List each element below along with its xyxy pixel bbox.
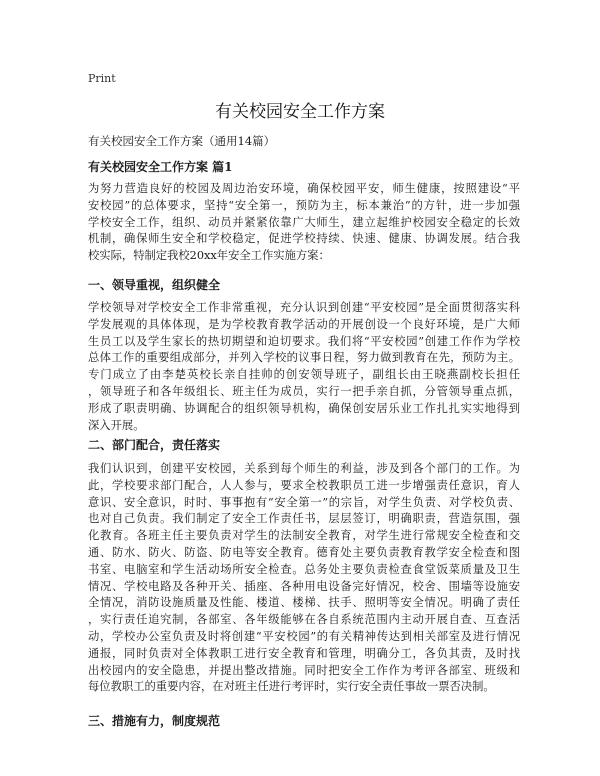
section2-line: 意识、安全意识，时时、事事抱有“安全第一”的宗旨，对学生负责、对学校负责、 [88, 495, 520, 509]
section1-line: 专门成立了由李楚英校长亲自挂帅的创安领导班子，副组长由王晓燕副校长担任 [88, 368, 520, 382]
section3-heading: 三、措施有力，制度规范 [88, 714, 221, 728]
section1-line: 学发展观的具体体现，是为学校教育教学活动的开展创设一个良好环境，是广大师 [88, 317, 520, 331]
article-heading: 有关校园安全工作方案 篇1 [88, 160, 233, 174]
section2-line: 全情况，消防设施质量及性能、楼道、楼梯、扶手、照明等安全情况。明确了责任 [88, 596, 520, 610]
intro-line: 校实际，特制定我校20xx年安全工作实施方案： [88, 249, 330, 263]
section1-line: 生员工以及学生家长的热切期望和迫切要求。我们将“平安校园”创建工作作为学校 [88, 334, 520, 348]
section2-line: 也对自己负责。我们制定了安全工作责任书，层层签订，明确职责，营造氛围，强 [88, 512, 520, 526]
section2-line: 情况、学校电路及各种开关、插座、各种用电设备完好情况，校舍、围墙等设施安 [88, 579, 520, 593]
section2-line: 每位教职工的重要内容，在对班主任进行考评时，实行安全责任事故一票否决制。 [88, 680, 495, 694]
section2-line: ，实行责任追究制，各部室、各年级能够在各自系统范围内主动开展自查、互查活 [88, 613, 520, 627]
section1-line: 总体工作的重要组成部分，并列入学校的议事日程，努力做到教育在先，预防为主。 [88, 351, 520, 365]
section2-line: 通、防水、防火、防盗、防电等安全教育。德育处主要负责教育教学安全检查和图 [88, 545, 520, 559]
section1-line: ，领导班子和各年级组长、班主任为成员，实行一把手亲自抓，分管领导重点抓， [88, 384, 520, 398]
section2-line: 书室、电脑室和学生活动场所安全检查。总务处主要负责检查食堂饭菜质量及卫生 [88, 562, 520, 576]
section1-heading: 一、领导重视，组织健全 [88, 278, 221, 292]
section2-line: 动，学校办公室负责及时将创建“平安校园”的有关精神传达到相关部室及进行情况 [88, 629, 520, 643]
section1-line: 形成了职责明确、协调配合的组织领导机构，确保创安居乐业工作扎扎实实地得到 [88, 401, 520, 415]
page-title: 有关校园安全工作方案 [215, 102, 385, 122]
section1-line: 深入开展。 [88, 418, 145, 432]
intro-line: 机制，确保师生安全和学校稳定，促进学校持续、快速、健康、协调发展。结合我 [88, 232, 520, 246]
intro-line: 安校园”的总体要求，坚持“安全第一，预防为主，标本兼治”的方针，进一步加强 [88, 198, 520, 212]
section2-line: 此，学校要求部门配合，人人参与，要求全校教职员工进一步增强责任意识，育人 [88, 478, 520, 492]
document-subtitle: 有关校园安全工作方案（通用14篇） [88, 134, 276, 148]
intro-line: 为努力营造良好的校园及周边治安环境，确保校园平安，师生健康，按照建设“平 [88, 182, 520, 195]
section2-line: 通报，同时负责对全体教职工进行安全教育和管理，明确分工，各负其责，及时找 [88, 646, 520, 660]
section1-line: 学校领导对学校安全工作非常重视，充分认识到创建“平安校园”是全面贯彻落实科 [88, 301, 520, 314]
section2-line: 化教育。各班主任主要负责对学生的法制安全教育，对学生进行常规安全检查和交 [88, 529, 520, 543]
section2-heading: 二、部门配合，责任落实 [88, 438, 221, 452]
section2-line: 我们认识到，创建平安校园，关系到每个师生的利益，涉及到各个部门的工作。为 [88, 462, 520, 475]
section1-paragraph [88, 300, 520, 434]
intro-line: 学校安全工作，组织、动员并紧紧依靠广大师生，建立起维护校园安全稳定的长效 [88, 215, 520, 229]
print-label[interactable]: Print [88, 72, 116, 85]
section2-line: 出校园内的安全隐患，并提出整改措施。同时把安全工作作为考评各部室、班级和 [88, 663, 520, 677]
section2-paragraph [88, 461, 520, 696]
intro-paragraph [88, 181, 520, 265]
